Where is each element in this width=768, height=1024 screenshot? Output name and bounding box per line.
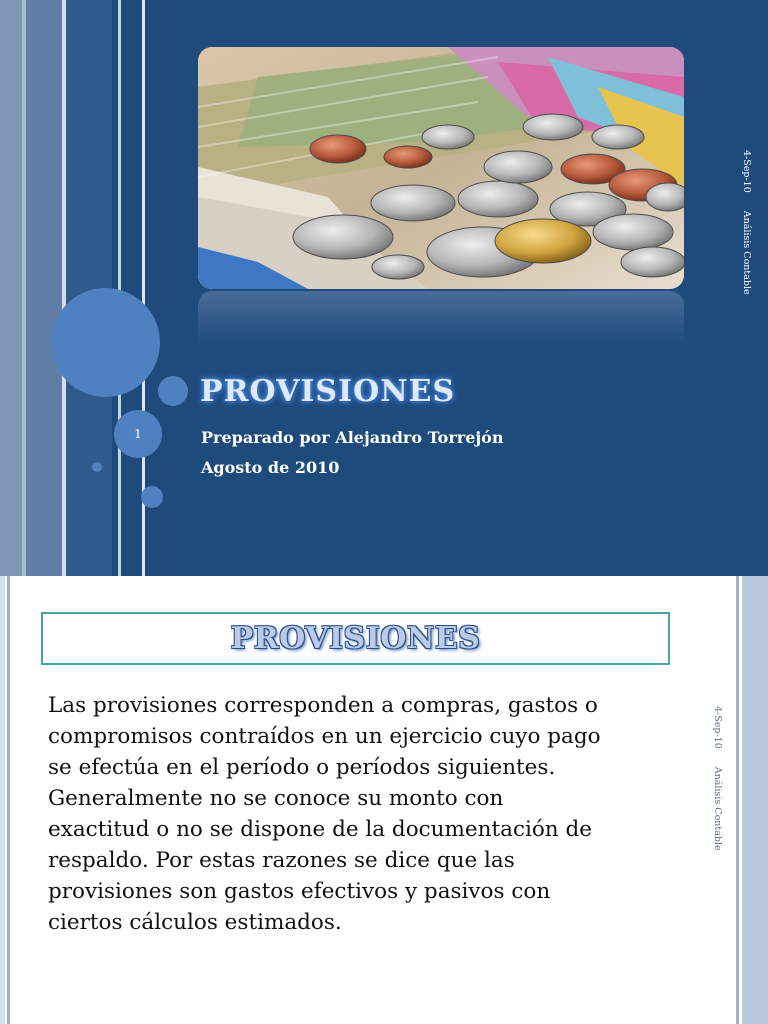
title-box [41,612,670,665]
slide-title: PROVISIONES [200,374,456,409]
date-line: Agosto de 2010 [201,458,340,477]
side-date: 4-Sep-10 [741,150,752,193]
side-footer [712,706,723,851]
author-line: Preparado por Alejandro Torrejón [201,428,504,447]
decorative-circle [141,486,163,508]
body-line: respaldo. Por estas razones se dice que las [48,848,515,873]
body-line: Generalmente no se conoce su monto con [48,786,504,811]
body-line: ciertos cálculos estimados. [48,910,342,935]
body-line: Las provisiones corresponden a compras, gastos o [48,693,598,718]
body-line: compromisos contraídos en un ejercicio cuyo pago [48,724,601,749]
left-border-stripes [0,576,10,1024]
body-line: se efectúa en el período o períodos siguientes. [48,755,556,780]
content-slide [0,576,768,1024]
body-text [48,690,648,938]
right-border-stripes [736,576,768,1024]
decorative-circle [51,288,160,397]
side-date: 4-Sep-10 [712,706,723,749]
side-subject: Análisis Contable [741,210,752,295]
coins-and-banknotes-image [198,47,684,289]
side-footer [741,150,752,295]
body-line: exactitud o no se dispone de la documentación de [48,817,592,842]
money-photo [198,47,684,289]
photo-reflection [198,291,684,347]
decorative-stripes [0,0,148,576]
side-subject: Análisis Contable [712,766,723,851]
decorative-circle [158,376,188,406]
slide-title: PROVISIONES [230,621,481,656]
slide-number: 1 [134,427,142,441]
decorative-circle [92,462,102,472]
body-line: provisiones son gastos efectivos y pasivos con [48,879,551,904]
